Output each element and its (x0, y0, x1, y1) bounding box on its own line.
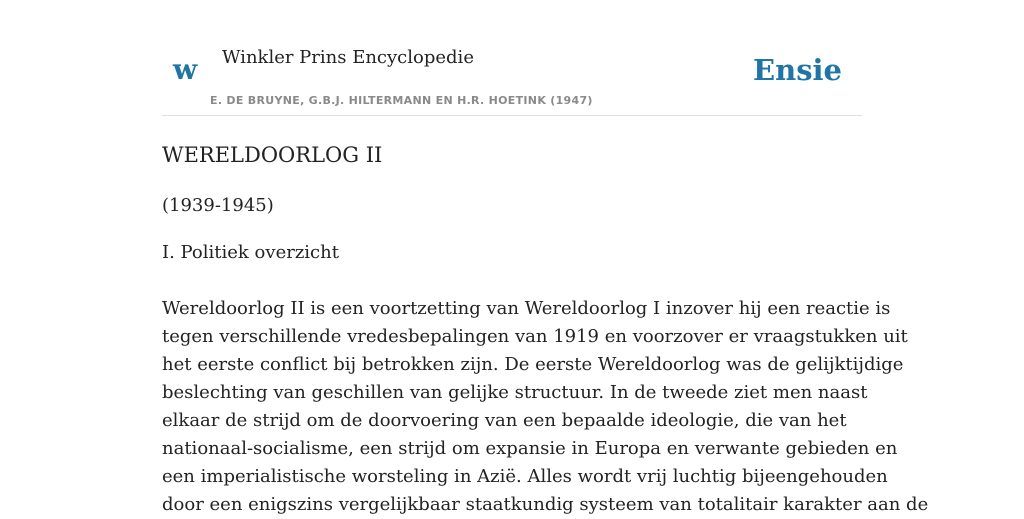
source-header (162, 0, 862, 116)
section-heading: I. Politiek overzicht (162, 242, 339, 263)
body-text-line: het eerste conflict bij betrokken zijn. De eerste Wereldoorlog was de gelijktijdige (162, 354, 904, 375)
article-title: WERELDOORLOG II (162, 143, 383, 167)
page (162, 0, 929, 515)
body-text-line: tegen verschillende vredesbepalingen van 1919 en voorzover er vraagstukken uit (162, 326, 908, 347)
source-authors: E. DE BRUYNE, G.B.J. HILTERMANN EN H.R. HOETINK (1947) (210, 94, 593, 107)
body-text-line: een imperialistische worsteling in Azië. Alles wordt vrij luchtig bijeengehouden (162, 466, 888, 487)
source-title-link[interactable]: Winkler Prins Encyclopedie (222, 47, 474, 68)
ensie-logo[interactable]: Ensie (753, 53, 842, 87)
body-text-line: beslechting van geschillen van gelijke structuur. In de tweede ziet men naast (162, 382, 868, 403)
body-text-line: nationaal-socialisme, een strijd om expansie in Europa en verwante gebieden en (162, 438, 898, 459)
body-text-line: elkaar de strijd om de doorvoering van een bepaalde ideologie, die van het (162, 410, 847, 431)
article-years: (1939-1945) (162, 195, 274, 216)
body-text-line: door een enigszins vergelijkbaar staatkundig systeem van totalitair karakter aan de (162, 494, 929, 515)
article-body (162, 295, 929, 519)
body-text-line: Wereldoorlog II is een voortzetting van Wereldoorlog I inzover hij een reactie is (162, 298, 891, 319)
source-logo-icon[interactable]: w (173, 53, 198, 86)
